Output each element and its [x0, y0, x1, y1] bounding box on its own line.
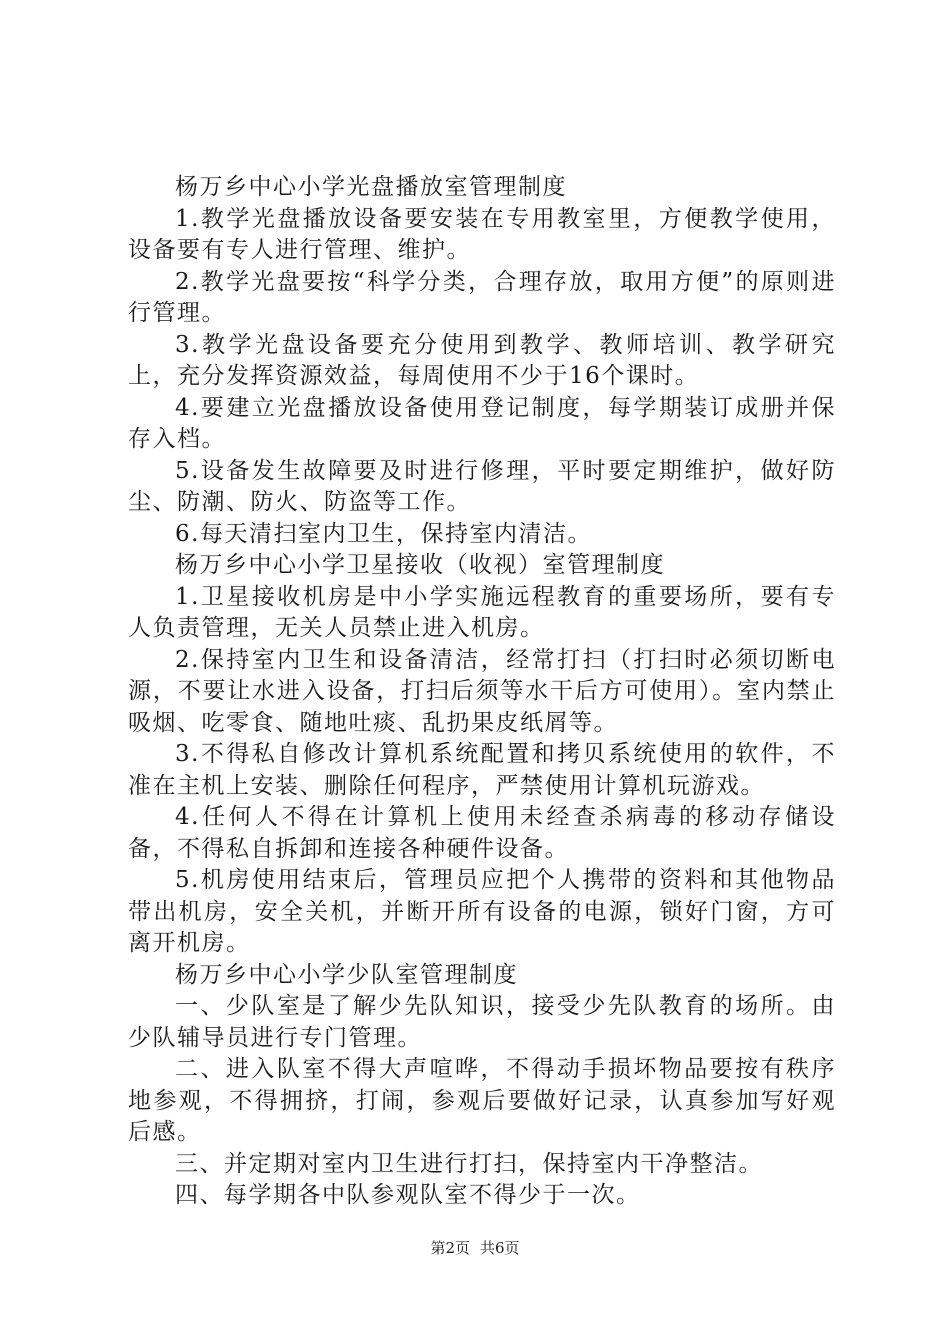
page-total: 共6页 [480, 1239, 520, 1257]
paragraph: 3.不得私自修改计算机系统配置和拷贝系统使用的软件，不准在主机上安装、删除任何程序，严禁使用计算机玩游戏。 [128, 741, 836, 799]
paragraph: 1.教学光盘播放设备要安装在专用教室里，方便教学使用，设备要有专人进行管理、维护。 [128, 205, 836, 263]
section-title-satellite-room: 杨万乡中心小学卫星接收（收视）室管理制度 [175, 552, 665, 578]
page-number: 第2页 [430, 1239, 470, 1257]
paragraph: 二、进入队室不得大声喧哗，不得动手损坏物品要按有秩序地参观，不得拥挤，打闹，参观后要做好记录，认真参加写好观后感。 [128, 1056, 836, 1145]
paragraph: 4.要建立光盘播放设备使用登记制度，每学期装订成册并保存入档。 [128, 394, 836, 452]
paragraph: 3.教学光盘设备要充分使用到教学、教师培训、教学研究上，充分发挥资源效益，每周使用不少于16个课时。 [128, 331, 836, 389]
paragraph: 2.教学光盘要按“科学分类，合理存放，取用方便”的原则进行管理。 [128, 268, 836, 326]
paragraph: 4.任何人不得在计算机上使用未经查杀病毒的移动存储设备，不得私自拆卸和连接各种硬件设备。 [128, 804, 836, 862]
paragraph: 1.卫星接收机房是中小学实施远程教育的重要场所，要有专人负责管理，无关人员禁止进入机房。 [128, 583, 836, 641]
paragraph: 5.设备发生故障要及时进行修理，平时要定期维护，做好防尘、防潮、防火、防盗等工作。 [128, 457, 836, 515]
section-title-pioneer-room: 杨万乡中心小学少队室管理制度 [175, 961, 518, 988]
paragraph: 2.保持室内卫生和设备清洁，经常打扫（打扫时必须切断电源，不要让水进入设备，打扫后须等水干后方可使用）。室内禁止吸烟、吃零食、随地吐痰、乱扔果皮纸屑等。 [128, 646, 836, 736]
paragraph: 5.机房使用结束后，管理员应把个人携带的资料和其他物品带出机房，安全关机，并断开所有设备的电源，锁好门窗，方可离开机房。 [128, 867, 836, 956]
paragraph: 四、每学期各中队参观队室不得少于一次。 [175, 1182, 641, 1208]
section-title-disc-room: 杨万乡中心小学光盘播放室管理制度 [175, 174, 567, 200]
page-footer [0, 1238, 950, 1258]
paragraph: 三、并定期对室内卫生进行打扫，保持室内干净整洁。 [175, 1150, 763, 1177]
document-body [128, 172, 836, 1212]
paragraph: 6.每天清扫室内卫生，保持室内清洁。 [175, 520, 592, 547]
paragraph: 一、少队室是了解少先队知识，接受少先队教育的场所。由少队辅导员进行专门管理。 [128, 993, 836, 1051]
